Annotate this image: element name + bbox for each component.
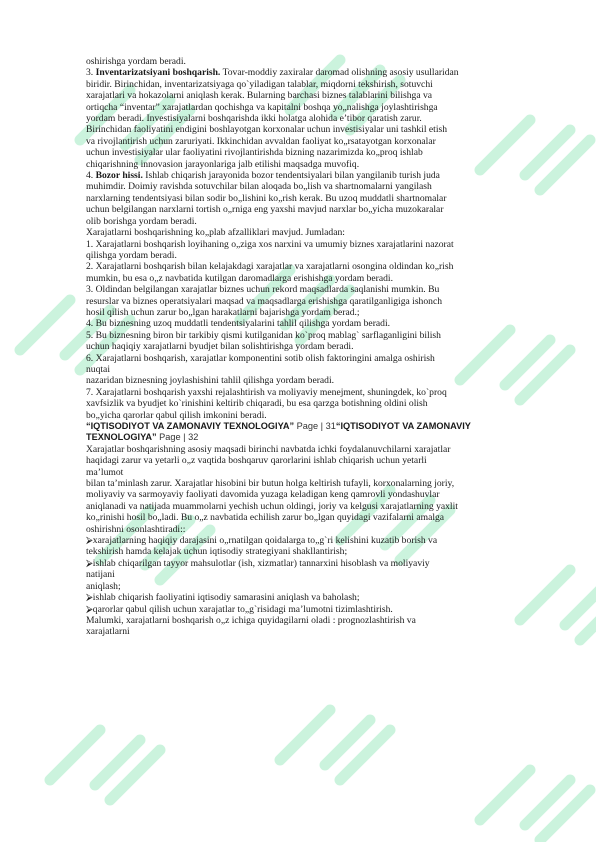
- journal-footer: [86, 421, 534, 432]
- watermark-stroke: [325, 720, 370, 765]
- watermark-stroke: [540, 140, 590, 190]
- text-line: qilishga yordam beradi.: [86, 249, 177, 261]
- text-line: narxlarning tendentsiyasi bilan sodir bo„lishini ko„rish kerak. Bu uzoq muddatli shartnomalar: [86, 192, 447, 204]
- text-line: Birinchidan faoliyatini endigini boshlayotgan korxonalar uchun investisiyalar uni tashkil etish: [86, 124, 448, 136]
- text-line: ⮚ishlab chiqarilgan tayyor mahsulotlar (ish, xizmatlar) tannarxini hisoblash va moliyaviy: [86, 557, 430, 569]
- text-line: ⮚xarajatlarning haqiqiy darajasini o„rnatilgan qoidalarga to„g`ri kelishini kuzatib borish va: [86, 535, 438, 547]
- watermark-stroke: [95, 740, 140, 785]
- text-line: uchun investisiyalar ular faoliyatini rivojlantirishda bizning nazarimizda ko„proq ishlab: [86, 147, 423, 159]
- text-line: muhimdir. Doimiy ravishda sotuvchilar bilan aloqada bo„lish va shartnomalarni yangilash: [86, 181, 432, 193]
- watermark-stroke: [580, 590, 596, 640]
- text-line: natijani: [86, 569, 115, 581]
- text-line: ortiqcha “inventar” xarajatlardan qochishga va kapitalni boshqa yo„nalishga joylashtirishga: [86, 101, 438, 113]
- text-line: 4. Bozor hissi. Ishlab chiqarish jarayonida bozor tendentsiyalari bilan yangilanib turish juda: [86, 170, 440, 182]
- watermark-stroke: [340, 730, 390, 780]
- text-line: moliyaviy va sarmoyaviy faoliyati davomida yuzaga keladigan keng qamrovli yondashuvlar: [86, 489, 440, 501]
- page-number: Page | 31: [294, 421, 336, 431]
- text-line: bilan ta’minlash zarur. Xarajatlar hisobini bir butun holga keltirish tufayli, korxonalarning joriy,: [86, 478, 455, 490]
- text-line: Xarajatlarni boshqarishning ko„plab afzalliklari mavjud. Jumladan:: [86, 227, 345, 239]
- text-line: tekshirish hamda kelajak uchun iqtisodiy strategiyani shakllantirish;: [86, 546, 348, 558]
- document-page: [86, 56, 534, 638]
- text-line: ma’lumot: [86, 466, 124, 478]
- text-line: ⮚qarorlar qabul qilish uchun xarajatlar to„g`risidagi ma’lumotni tizimlashtirish.: [86, 603, 393, 615]
- journal-title: “IQTISODIYOT VA ZAMONAVIY: [335, 421, 471, 431]
- text-line: va rivojlantirish uchun zaruriyati. Ikkinchidan avvaldan faoliyat ko„rsatayotgan korxonalar: [86, 135, 436, 147]
- text-line: Malumki, xarajatlarni boshqarish o„z ichiga quyidagilarni oladi : prognozlashtirish va: [86, 614, 416, 626]
- watermark-stroke: [280, 710, 330, 760]
- journal-footer: [86, 432, 534, 443]
- text-line: Xarajatlar boshqarishning asosiy maqsadi birinchi navbatda ichki foydalanuvchilarni xarajatlar: [86, 443, 451, 455]
- journal-title: TEXNOLOGIYA”: [86, 432, 157, 443]
- text-line: biridir. Birinchidan, inventarizatsiyaga qo`yiladigan talablar, miqdorni tekshirish, sotuvchi: [86, 78, 433, 90]
- text-line: uchun haqiqiy xarajatlarni byudjet bilan solishtirishga yordam beradi.: [86, 341, 354, 353]
- text-line: bo„yicha qarorlar qabul qilish imkonini beradi.: [86, 409, 267, 421]
- text-line: olib borishga yordam beradi.: [86, 215, 197, 227]
- watermark-stroke: [480, 770, 530, 820]
- watermark-stroke: [50, 730, 100, 780]
- text-line: xarajatlarni: [86, 626, 130, 638]
- journal-title: “IQTISODIYOT VA ZAMONAVIY TEXNOLOGIYA”: [86, 421, 295, 431]
- text-line: nazaridan biznesning joylashishini tahlil qilishga yordam beradi.: [86, 375, 335, 387]
- text-line: 3. Oldindan belgilangan xarajatlar biznes uchun rekord maqsadlarda saqlanishi mumkin. Bu: [86, 284, 440, 296]
- text-line: oshirishni osonlashtiradi::: [86, 523, 186, 535]
- section-heading: Bozor hissi.: [95, 170, 143, 182]
- text-line: 5. Bu biznesning biron bir tarkibiy qismi kutilganidan ko`proq mablag` sarflaganligini bilish: [86, 329, 441, 341]
- text-line: aniqlanadi va natijada muammolarni yechish uchun oldingi, joriy va kelgusi xarajatlarning yaxlit: [86, 500, 458, 512]
- text-line: 1. Xarajatlarni boshqarish loyihaning o„ziga xos narxini va umumiy biznes xarajatlarini nazorat: [86, 238, 454, 250]
- document-body: [86, 444, 534, 638]
- text-line: uchun belgilangan narxlarni tortish o„rniga eng yaxshi mavjud narxlar bo„yicha muzokaralar: [86, 204, 444, 216]
- document-body: [86, 56, 534, 421]
- text-line: xarajatlari va hokazolarni aniqlash kerak. Bularning barchasi biznes talablarini bilishga va: [86, 90, 433, 102]
- text-line: 6. Xarajatlarni boshqarish, xarajatlar komponentini sotib olish faktoringini amalga oshirish: [86, 352, 435, 364]
- watermark-stroke: [20, 300, 70, 350]
- text-line: 4. Bu biznesning uzoq muddatli tendentsiyalarini tahlil qilishga yordam beradi.: [86, 318, 391, 330]
- text-line: resurslar va biznes operatsiyalari maqsad va maqsadlarga erishishga qaratilganligiga ishonch: [86, 295, 443, 307]
- text-line: nuqtai: [86, 363, 110, 375]
- text-line: oshirishga yordam beradi.: [86, 56, 186, 67]
- text-line: mumkin, bu esa o„z navbatida kutilgan daromadlarga erishishga yordam beradi.: [86, 272, 393, 284]
- text-line: aniqlash;: [86, 580, 121, 592]
- watermark-stroke: [540, 790, 590, 840]
- text-line: chiqarishning innovasion jarayonlariga jalb etilishi maqsadga muvofiq.: [86, 158, 360, 170]
- watermark-stroke: [525, 780, 570, 825]
- watermark-stroke: [110, 750, 160, 800]
- page-number: Page | 32: [156, 432, 199, 443]
- text-line: 3. Inventarizatsiyani boshqarish. Tovar-moddiy zaxiralar daromad olishning asosiy usullaridan: [86, 67, 459, 79]
- text-line: haqidagi zarur va yetarli o„z vaqtida boshqaruv qarorlarini ishlab chiqarish uchun yetarli: [86, 455, 427, 467]
- text-line: hosil qilish uchun zarur bo„lgan harakatlarni bajarishga yordam berad.;: [86, 306, 360, 318]
- text-line: ko„rinishi hosil bo„ladi. Bu o„z navbatida echilish zarur bo„lgan quyidagi vazifalarni amalga: [86, 512, 445, 524]
- text-line: ⮚ishlab chiqarish faoliyatini iqtisodiy samarasini aniqlash va baholash;: [86, 592, 360, 604]
- section-heading: Inventarizatsiyani boshqarish.: [95, 67, 221, 79]
- text-line: 2. Xarajatlarni boshqarish bilan kelajakdagi xarajatlar va xarajatlarni osongina oldindan ko„rish: [86, 261, 454, 273]
- watermark-stroke: [565, 580, 596, 625]
- text-line: yordam beradi. Investisiyalarni boshqarishda ikki holatga alohida e’tibor qaratish zarur.: [86, 113, 422, 125]
- text-line: xavfsizlik va byudjet ko`rinishini keltirib chiqaradi, bu esa qarzga botishning oldini olish: [86, 398, 428, 410]
- text-line: 7. Xarajatlarni boshqarish yaxshi rejalashtirish va moliyaviy menejment, shuningdek, ko`proq: [86, 386, 447, 398]
